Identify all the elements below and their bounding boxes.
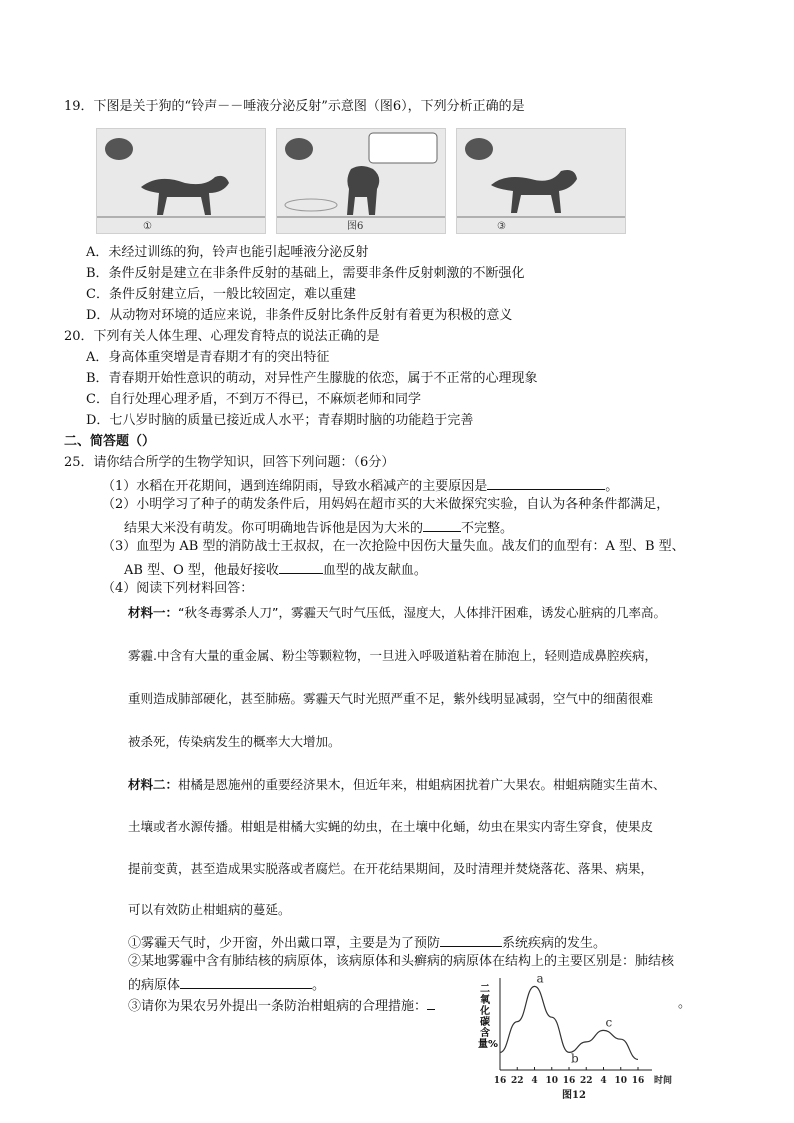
q25-sub1: ①雾霾天气时，少开窗，外出戴口罩，主要是为了预防 系统疾病的发生。	[128, 932, 606, 953]
q19-option-d: D．从动物对环境的适应来说，非条件反射比条件反射有着更为积极的意义	[86, 308, 513, 323]
chart-x-tick-label: 10	[545, 1076, 559, 1086]
q20-stem: 20．下列有关人体生理、心理发育特点的说法正确的是	[64, 329, 380, 344]
q20-option-d: D．七八岁时脑的质量已接近成人水平；青春期时脑的功能趋于完善	[86, 413, 474, 428]
dog-icon	[141, 176, 229, 215]
material2-line4: 可以有效防止柑蛆病的蔓延。	[128, 902, 291, 917]
chart-x-tick-label: 16	[493, 1076, 507, 1086]
q19-stem: 19．下图是关于狗的“铃声－－唾液分泌反射”示意图（图6），下列分析正确的是	[64, 99, 525, 114]
q20-option-b: B．青春期开始性意识的萌动，对异性产生朦胧的依恋，属于不正常的心理现象	[86, 371, 538, 386]
dog-icon	[347, 166, 379, 215]
chart-point-label: b	[571, 1051, 579, 1066]
chart-xlabel: 时间	[654, 1076, 673, 1086]
panel-label-3: ③	[497, 221, 506, 232]
q25-sub2a: ②某地雾霾中含有肺结核的病原体，该病原体和头癣病的病原体在结构上的主要区别是：肺结核	[128, 954, 675, 969]
q19-option-a: A．未经过训练的狗，铃声也能引起唾液分泌反射	[86, 245, 369, 260]
answer-blank-5[interactable]	[180, 974, 312, 989]
answer-blank-3[interactable]	[279, 559, 323, 574]
q25-stem: 25．请你结合所学的生物学知识，回答下列问题：（6分）	[64, 455, 395, 470]
answer-blank-4[interactable]	[440, 932, 502, 947]
material1-line2: 雾霾.中含有大量的重金属、粉尘等颗粒物，一旦进入呼吸道粘着在肺泡上，轻则造成鼻腔疾病，	[128, 648, 657, 663]
chart-series-line	[500, 986, 638, 1059]
q19-option-c: C．条件反射建立后，一般比较固定，难以重建	[86, 287, 356, 302]
q25-part2a: （2）小明学习了种子的萌发条件后，用妈妈在超市买的大米做探究实验，自认为各种条件都满足，	[102, 497, 670, 512]
figure6-panel-1	[96, 128, 266, 234]
figure6-panel-2	[276, 128, 446, 234]
chart-x-tick-label: 16	[631, 1076, 645, 1086]
answer-blank-2[interactable]	[423, 517, 461, 532]
q25-part2b: 结果大米没有萌发。你可明确地告诉他是因为大米的 不完整。	[124, 517, 513, 538]
chart-caption: 图12	[562, 1090, 586, 1101]
q20-option-a: A．身高体重突增是青春期才有的突出特征	[86, 350, 330, 365]
chart-plot	[478, 976, 674, 1102]
panel-label-1: ①	[143, 221, 152, 232]
figure12-chart	[478, 976, 674, 1102]
q25-sub3: ③请你为果农另外提出一条防治柑蛆病的合理措施：	[128, 995, 435, 1016]
chart-x-tick-label: 22	[510, 1076, 524, 1086]
material2-line3: 提前变黄，甚至造成果实脱落或者腐烂。在开花结果期间，及时清理并焚烧落花、落果、病果，	[128, 861, 654, 876]
bowl-icon	[285, 199, 337, 211]
q25-sub3-end: 。	[678, 996, 692, 1011]
q25-part4: （4）阅读下列材料回答：	[102, 581, 254, 596]
q20-option-c: C．自行处理心理矛盾，不到万不得已，不麻烦老师和同学	[86, 392, 421, 407]
chart-x-tick-label: 16	[562, 1076, 576, 1086]
material1-line3: 重则造成肺部硬化，甚至肺癌。雾霾天气时光照严重不足，紫外线明显减弱，空气中的细菌很难	[128, 691, 654, 706]
q25-sub2b: 的病原体 。	[128, 974, 325, 995]
chart-x-tick-label: 4	[600, 1076, 607, 1086]
figure6-panel-3	[456, 128, 626, 234]
material2-label: 材料二：	[128, 777, 179, 792]
material2-line1: 材料二：柑橘是恩施州的重要经济果木，但近年来，柑蛆病困扰着广大果农。柑蛆病随实生苗木、	[128, 777, 666, 792]
figure6-caption: 图6	[347, 221, 364, 232]
material1-line4: 被杀死，传染病发生的概率大大增加。	[128, 734, 341, 749]
answer-blank-6[interactable]	[427, 995, 435, 1010]
dog-icon	[491, 170, 577, 213]
material1-line1: 材料一：“秋冬毒雾杀人刀”，雾霾天气时气压低，湿度大，人体排汗困难，诱发心脏病的几率高。	[128, 605, 666, 620]
q25-part3b: AB 型、O 型，他最好接收 血型的战友献血。	[124, 559, 427, 580]
speech-bubble	[369, 133, 437, 163]
material2-line2: 土壤或者水源传播。柑蛆是柑橘大实蝇的幼虫，在土壤中化蛹，幼虫在果实内寄生穿食，使果皮	[128, 819, 654, 834]
chart-point-label: c	[605, 1015, 613, 1030]
material1-label: 材料一：	[128, 605, 179, 620]
chart-x-tick-label: 22	[579, 1076, 593, 1086]
bell-icon	[105, 138, 133, 160]
q19-option-b: B．条件反射是建立在非条件反射的基础上，需要非条件反射刺激的不断强化	[86, 266, 525, 281]
q25-part3a: （3）血型为 AB 型的消防战士王叔叔，在一次抢险中因伤大量失血。战友们的血型有：A 型、B 型、	[102, 539, 685, 554]
chart-x-tick-label: 4	[531, 1076, 538, 1086]
chart-x-tick-label: 10	[614, 1076, 628, 1086]
answer-blank-1[interactable]	[487, 475, 605, 490]
bell-icon	[465, 138, 493, 160]
section-title: 二、简答题（）	[64, 434, 156, 449]
bell-icon	[285, 138, 313, 160]
chart-ylabel: 二氧化碳含量%	[478, 984, 499, 1050]
q25-part1: （1）水稻在开花期间，遇到连绵阴雨，导致水稻减产的主要原因是 。	[102, 475, 618, 496]
chart-point-label: a	[536, 976, 544, 986]
